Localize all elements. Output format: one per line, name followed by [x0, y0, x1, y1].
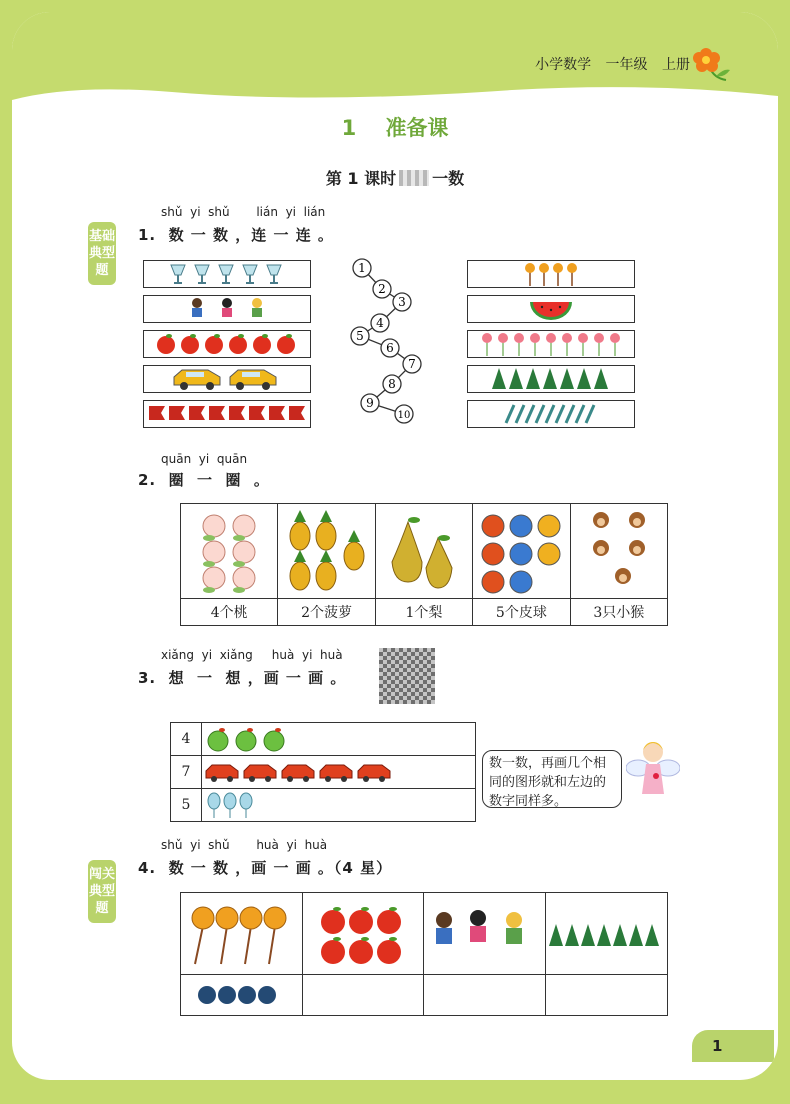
- q3-table: [170, 722, 476, 822]
- cup-icons: [167, 263, 287, 285]
- number-path: [342, 256, 422, 428]
- node-8: 8: [388, 377, 396, 391]
- node-10: 10: [397, 410, 411, 421]
- lesson-name: 准备课: [385, 116, 449, 140]
- row-flags[interactable]: [143, 400, 311, 428]
- pineapple-icons: [278, 504, 374, 598]
- stick-icons: [496, 403, 606, 425]
- monkey-icons: [571, 504, 667, 598]
- flower-icons: [481, 332, 621, 356]
- q2-text: 2. 圈 一 圈 。: [138, 471, 270, 489]
- row-flowers[interactable]: [467, 330, 635, 358]
- row-number-7: 7: [171, 756, 202, 789]
- row-watermelon[interactable]: [467, 295, 635, 323]
- kid-icons: [182, 297, 272, 321]
- header-text: [525, 54, 690, 74]
- subtitle-left: 第 1 课时: [325, 169, 397, 188]
- q1-pinyin: shǔ yi shǔ lián yi lián: [161, 205, 326, 219]
- node-9: 9: [366, 396, 374, 410]
- apple-icons: [155, 333, 299, 355]
- car-row[interactable]: [202, 756, 476, 789]
- page-number: 1: [692, 1030, 774, 1062]
- lesson-number: 1: [341, 116, 357, 140]
- row-number-5: 5: [171, 789, 202, 822]
- label-pear: 1个梨: [375, 599, 472, 626]
- fairy-icon: [626, 734, 680, 804]
- pear-cell[interactable]: [375, 504, 472, 599]
- node-3: 3: [398, 295, 406, 309]
- lollipop-cell[interactable]: [181, 893, 303, 975]
- q2-table: [180, 503, 668, 626]
- q4-answer-cell-1[interactable]: [181, 975, 303, 1016]
- q4-text: 4. 数 一 数 ，画 一 画 。（4 星）: [138, 859, 393, 877]
- q4-tree-icons: [546, 894, 662, 974]
- label-peach: 4个桃: [181, 599, 278, 626]
- tree-icons: [491, 367, 611, 391]
- q3-text: 3. 想 一 想 ，画 一 画 。: [138, 669, 347, 687]
- subtitle-right: 一数: [432, 169, 465, 188]
- q4-tree-cell[interactable]: [546, 893, 668, 975]
- label-pineapple: 2个菠萝: [278, 599, 375, 626]
- hint-bubble: 数一数，再画几个相同的图形就和左边的数字同样多。: [482, 750, 622, 808]
- balloon-icons: [202, 791, 262, 819]
- node-1: 1: [358, 261, 366, 275]
- tag-pass: 闯关典型题: [88, 860, 116, 923]
- blue-dot-icons: [181, 975, 293, 1015]
- header-subject: 小学数学: [535, 57, 592, 73]
- lollipop-icons: [524, 262, 578, 286]
- peach-icons: [181, 504, 277, 598]
- page: [12, 12, 778, 1080]
- q1-text: 1. 数 一 数 ，连 一 连 。: [138, 226, 334, 244]
- q3-pinyin: xiǎng yi xiǎng huà yi huà: [161, 648, 343, 662]
- q4-answer-cell-4[interactable]: [546, 975, 668, 1016]
- node-4: 4: [376, 316, 384, 330]
- balloon-row[interactable]: [202, 789, 476, 822]
- node-6: 6: [386, 341, 394, 355]
- label-ball: 5个皮球: [473, 599, 570, 626]
- monkey-cell[interactable]: [570, 504, 667, 599]
- q2-pinyin: quān yi quān: [161, 452, 248, 466]
- flower-icon: [692, 46, 732, 86]
- lesson-title: [12, 112, 778, 142]
- green-apple-icons: [202, 725, 292, 753]
- pear-icons: [376, 504, 472, 598]
- row-number-4: 4: [171, 723, 202, 756]
- flag-icons: [147, 404, 307, 424]
- watermelon-icon: [528, 298, 574, 320]
- q4-apple-icons: [303, 894, 415, 974]
- q4-answer-cell-2[interactable]: [302, 975, 424, 1016]
- q4-apple-cell[interactable]: [302, 893, 424, 975]
- pineapple-cell[interactable]: [278, 504, 375, 599]
- node-5: 5: [356, 329, 364, 343]
- header-volume: 上册: [662, 57, 690, 73]
- row-cars[interactable]: [143, 365, 311, 393]
- q4-table: [180, 892, 668, 1016]
- peach-cell[interactable]: [181, 504, 278, 599]
- ball-icons: [473, 504, 569, 598]
- q4-lollipop-icons: [181, 894, 293, 974]
- q4-pinyin: shǔ yi shǔ huà yi huà: [161, 838, 328, 852]
- node-2: 2: [378, 282, 386, 296]
- row-sticks[interactable]: [467, 400, 635, 428]
- q4-answer-cell-3[interactable]: [424, 975, 546, 1016]
- lesson-subtitle: [12, 166, 778, 189]
- label-monkey: 3只小猴: [570, 599, 667, 626]
- node-7: 7: [408, 357, 416, 371]
- row-trees[interactable]: [467, 365, 635, 393]
- row-kids[interactable]: [143, 295, 311, 323]
- car-icons: [172, 367, 282, 391]
- row-cups[interactable]: [143, 260, 311, 288]
- q4-kid-icons: [424, 894, 536, 974]
- apple-row[interactable]: [202, 723, 476, 756]
- ball-cell[interactable]: [473, 504, 570, 599]
- row-apples[interactable]: [143, 330, 311, 358]
- q4-kids-cell[interactable]: [424, 893, 546, 975]
- row-lollipops[interactable]: [467, 260, 635, 288]
- red-car-icons: [202, 758, 402, 786]
- header-grade: 一年级: [605, 57, 648, 73]
- blurred-text: [399, 170, 429, 186]
- tag-basic: 基础典型题: [88, 222, 116, 285]
- qr-code[interactable]: [379, 648, 435, 704]
